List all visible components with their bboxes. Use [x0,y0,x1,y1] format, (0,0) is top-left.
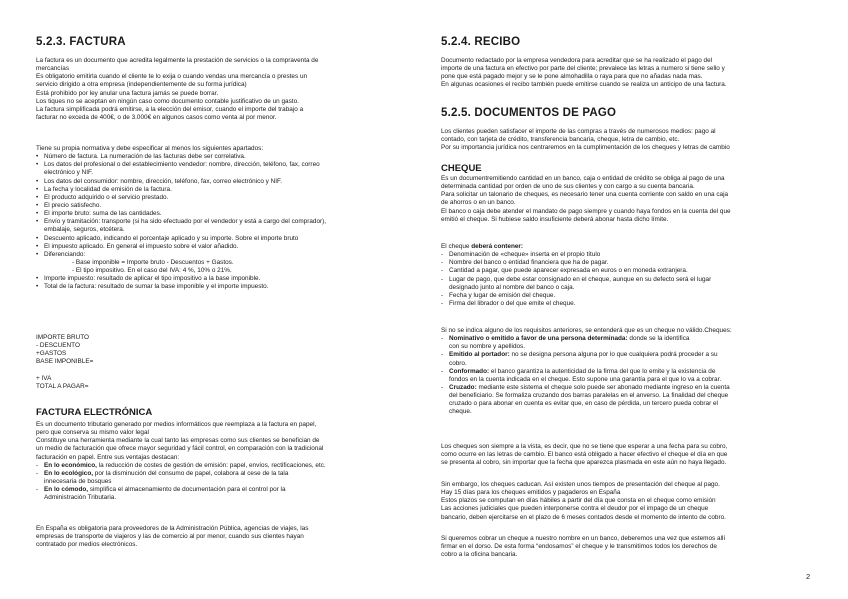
list-item: • Total de la factura: resultado de sumar la base imponible y el importe impuesto. [36,283,326,291]
factura-apartados: Tiene su propia normativa y debe especificar al menos los siguientes apartados: • Número de factura. La numeración de las facturas debe ser correlativa. • Los datos del profesional o del establecimiento vendedor: nombre, dirección, teléfono, fax, correo electrónico y NIF. • Los datos del consumidor: nombre, dirección, teléfono, fax, correo electrónico y NIF. • La fecha y localidad de emisión de la factura. • El producto adquirido o el servicio prestado. • El precio satisfecho. • El importe bruto: suma de las cantidades. • Envío y tramitación: transporte (si ha sido efectuado por el vendedor y está a cargo del comprador), embalaje, seguros, etcétera. • Descuento aplicado, indicando el porcentaje aplicado y su importe. Sobre el importe bruto • El impuesto aplicado. En general el impuesto sobre el valor añadido. • Diferenciando: - Base imponible = Importe bruto - Descuentos + Gastos. - El tipo impositivo. En el caso del IVA: 4 %, 10% o 21%. • Importe impuesto: resultado de aplicar el tipo impositivo a la base imponible. • Total de la factura: resultado de sumar la base imponible y el importe impuesto. [36,145,326,292]
list-item: - Emitido al portador: no se designa persona alguna por lo que cualquiera podrá proceder a su [441,351,732,359]
page-number: 2 [806,572,811,581]
list-item: • Descuento aplicado, indicando el porcentaje aplicado y su importe. Sobre el importe bruto [36,235,326,243]
heading-factura: 5.2.3. FACTURA [36,36,126,48]
list-item: • Número de factura. La numeración de las facturas debe ser correlativa. [36,153,326,161]
list-item: - Nombre del banco o entidad financiera que ha de pagar. [441,259,711,267]
list-item: • El precio satisfecho. [36,202,326,210]
list-item: • Diferenciando: [36,251,326,259]
list-item: - En lo cómodo, simplifica el almacenamiento de documentación para el control por la [36,486,326,494]
cheque-contener: El cheque deberá contener: - Denominación de «cheque» inserta en el propio título - Nombre del banco o entidad financiera que ha de pagar. - Cantidad a pagar, que puede aparecer expresada en euros o en moneda extranjera. - Lugar de pago, que debe estar consignado en el cheque, aunque en su defecto será el lugar designado junto al nombre del banco o caja. - Fecha y lugar de emisión del cheque. - Firma del librador o del que emite el cheque. [441,243,711,308]
list-item: - Conformado: el banco garantiza la autenticidad de la firma del que lo emite y la existencia de [441,368,732,376]
factura-intro: La factura es un documento que acredita legalmente la prestación de servicios o la compraventa de mercancías Es obligatorio emitirla cuando el cliente te lo exija o cuando vendas una mercancía o prestes un servicio dirigido a otra empresa (independientemente de su forma jurídica) Está prohibido por ley anular una factura jamás se puede borrar. Los tiques no se aceptan en ningún caso como documento contable justificativo de un gasto. La factura simplificada podrá emitirse, a la elección del emisor, cuando el importe del trabajo a facturar no exceda de 400€, o de 3.000€ en algunos casos como venta al por menor. [36,57,319,121]
cheque-vista: Los cheques son siempre a la vista, es decir, que no se tiene que esperar a una fecha para su cobro, como ocurre en las letras de cambio. El banco está obligado a hacer efectivo el cheque el día en que se presenta al cobro, sin importar que la fecha que aparezca plasmada en este aún no haya llegado. [441,443,728,467]
heading-factura-electronica: FACTURA ELECTRÓNICA [36,407,153,418]
documentos-pago-text: Los clientes pueden satisfacer el importe de las compras a través de numerosos medios: pago al contado, con tarjeta de crédito, transferencia bancaria, cheque, letra de cambio, etc. Por su importancia jurídica nos centraremos en la cumplimentación de los cheques y letras de cambio [441,128,730,152]
list-item: • Envío y tramitación: transporte (si ha sido efectuado por el vendedor y está a cargo del comprador), [36,218,326,226]
list-item: - Denominación de «cheque» inserta en el propio título [441,251,711,259]
calculo-factura: IMPORTE BRUTO - DESCUENTO +GASTOS BASE IMPONIBLE= + IVA TOTAL A PAGAR= [36,334,94,390]
list-item: • La fecha y localidad de emisión de la factura. [36,186,326,194]
recibo-text: Documento redactado por la empresa vendedora para acreditar que se ha realizado el pago del importe de una factura en efectivo por parte del cliente; prevalece las letras a numero si tiene sello y pone que está pagado mejor y se le pone almohadilla o raya para que no añadas nada mas. En algunas ocasiones el recibo también puede emitirse cuando se realiza un anticipo de una factura. [441,57,727,89]
list-item: • Los datos del consumidor: nombre, dirección, teléfono, fax, correo electrónico y NIF. [36,178,326,186]
heading-cheque: CHEQUE [441,163,482,174]
factura-electronica-text: Es un documento tributario generado por medios informáticos que reemplaza a la factura en papel, pero que conserva su mismo valor legal Constituye una herramienta mediante la cual tanto las empresas como sus clientes se benefician de un medio de facturación que ofrece mayor seguridad y fácil control, en comparación con la tradicional facturación en papel. Entre sus ventajas destacan: - En lo económico, la reducción de costes de gestión de emisión: papel, envíos, rectificaciones, etc. - En lo ecológico, por la disminución del consumo de papel, colabora al cese de la tala innecesaria de bosques - En lo cómodo, simplifica el almacenamiento de documentación para el control por la Administración Tributaria. [36,421,326,502]
cheque-tipos: Si no se indica alguno de los requisitos anteriores, se entenderá que es un cheque no válido.Cheques: - Nominativo o emitido a favor de una persona determinada: donde se la identifica con su nombre y apellidos. - Emitido al portador: no se designa persona alguna por lo que cualquiera podrá proceder a su cobro. - Conformado: el banco garantiza la autenticidad de la firma del que lo emite y la existencia de fondos en la cuenta indicada en el cheque. Esto supone una garantía para el que lo va a cobrar. - Cruzado: mediante este sistema el cheque solo puede ser abonado mediante ingreso en la cuenta del beneficiario. Se formaliza cruzando dos barras paralelas en el anverso. La finalidad del cheque cruzado o para abonar en cuenta es evitar que, en caso de pérdida, un tercero pueda cobrar el cheque. [441,327,732,417]
list-item: - Cruzado: mediante este sistema el cheque solo puede ser abonado mediante ingreso en la cuenta [441,384,732,392]
list-item: - Cantidad a pagar, que puede aparecer expresada en euros o en moneda extranjera. [441,267,711,275]
list-item: - Firma del librador o del que emite el cheque. [441,300,711,308]
cheque-text: Es un documentremitiendo cantidad en un banco, caja o entidad de crédito se obliga al pago de una determinada cantidad por orden de uno de sus clientes y con cargo a su cuenta bancaria. Para solicitar un talonario de cheques, es necesario tener una cuenta corriente con saldo en una caja de ahorros o en un banco. El banco o caja debe atender el mandato de pago siempre y cuando haya fondos en la cuenta del que emitió el cheque. Si hubiese saldo insuficiente deberá abonar hasta dicho límite. [441,175,731,223]
list-item: - Fecha y lugar de emisión del cheque. [441,292,711,300]
list-item: • El impuesto aplicado. En general el impuesto sobre el valor añadido. [36,243,326,251]
list-item: - En lo ecológico, por la disminución del consumo de papel, colabora al cese de la tala [36,470,326,478]
heading-recibo: 5.2.4. RECIBO [441,36,521,48]
cheque-endoso: Si queremos cobrar un cheque a nuestro nombre en un banco, deberemos una vez que estemos allí firmar en el dorso. De esta forma “endosamos” el cheque y le transmitimos todos los derechos de cobro a la oficina bancaria. [441,535,726,559]
list-item: • El importe bruto: suma de las cantidades. [36,210,326,218]
heading-documentos-pago: 5.2.5. DOCUMENTOS DE PAGO [441,107,617,119]
list-item: - En lo económico, la reducción de costes de gestión de emisión: papel, envíos, rectificaciones, etc. [36,462,326,470]
cheque-caducidad: Sin embargo, los cheques caducan. Así existen unos tiempos de presentación del cheque al pago. Hay 15 días para los cheques emitidos y pagaderos en España Estos plazos se computan en días hábiles a partir del día que consta en el cheque como emisión Las acciones judiciales que pueden interponerse contra el deudor por el impago de un cheque bancario, deben ejercitarse en el plazo de 6 meses contados desde el momento de intento de cobro. [441,481,726,521]
list-item: • Importe impuesto: resultado de aplicar el tipo impositivo a la base imponible. [36,275,326,283]
list-item: - Lugar de pago, que debe estar consignado en el cheque, aunque en su defecto será el lugar [441,276,711,284]
list-item: • Los datos del profesional o del establecimiento vendedor: nombre, dirección, teléfono, fax, correo [36,161,326,169]
list-item: • El producto adquirido o el servicio prestado. [36,194,326,202]
list-item: - Nominativo o emitido a favor de una persona determinada: donde se la identifica [441,335,732,343]
factura-electronica-espana: En España es obligatoria para proveedores de la Administración Pública, agencias de viajes, las empresas de transporte de viajeros y las de comercio al por menor, cuando sus clientes hayan contratado por medios electrónicos. [36,525,309,549]
